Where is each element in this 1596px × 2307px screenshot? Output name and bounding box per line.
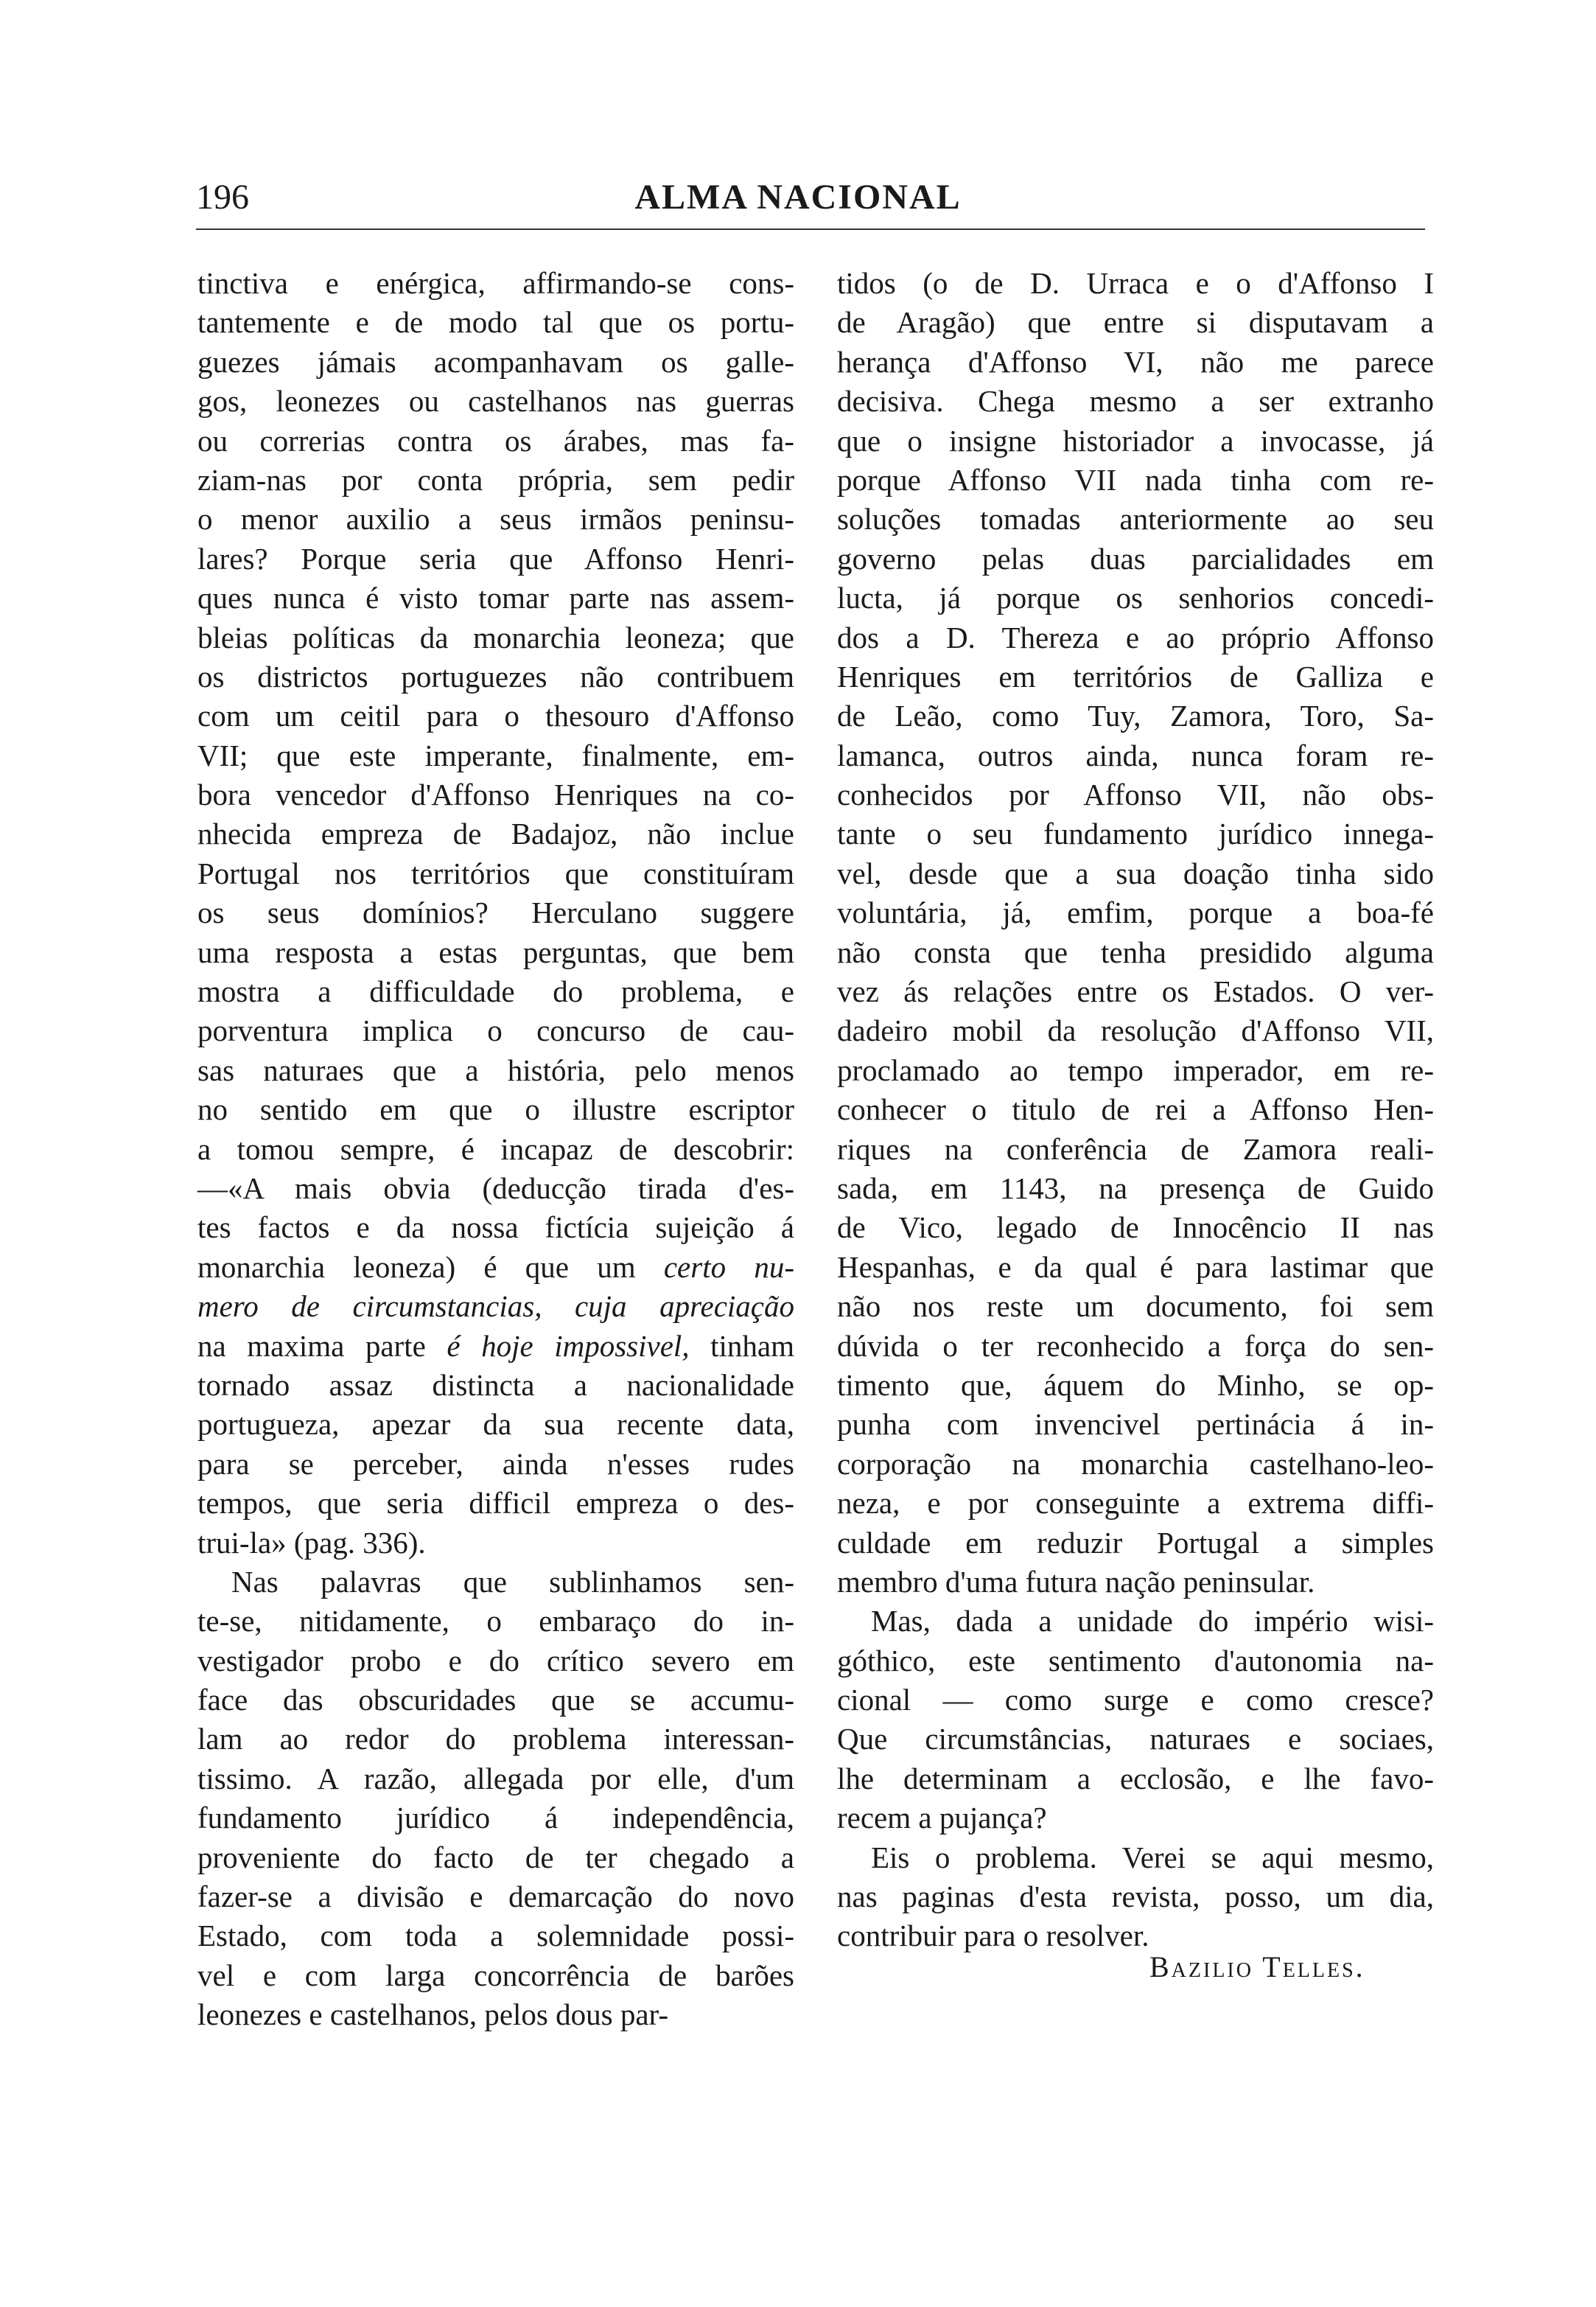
left-column-line: no sentido em que o illustre escriptor	[197, 1092, 794, 1127]
right-column-line: Que circumstâncias, naturaes e sociaes,	[837, 1722, 1434, 1756]
right-column-line: neza, e por conseguinte a extrema diffi-	[837, 1486, 1434, 1521]
left-column-line: trui-la» (pag. 336).	[197, 1525, 426, 1560]
right-column-line: sada, em 1143, na presença de Guido	[837, 1170, 1434, 1205]
left-column-line: ou correrias contra os árabes, mas fa-	[197, 423, 794, 458]
left-column-line: te-se, nitidamente, o embaraço do in-	[197, 1604, 794, 1638]
right-column-line: de Aragão) que entre si disputavam a	[837, 305, 1434, 340]
left-column-line: bleias políticas da monarchia leoneza; que	[197, 620, 794, 655]
right-column-line: conhecer o titulo de rei a Affonso Hen-	[837, 1092, 1434, 1127]
right-column-line: Mas, dada a unidade do império wisi-	[871, 1604, 1434, 1638]
left-column-line: lam ao redor do problema interessan-	[197, 1722, 794, 1756]
left-column-line: os districtos portuguezes não contribuem	[197, 659, 794, 694]
right-column-line: decisiva. Chega mesmo a ser extranho	[837, 384, 1434, 419]
left-column-line: VII; que este imperante, finalmente, em-	[197, 738, 794, 772]
right-column	[837, 264, 1434, 1956]
right-column-line: lhe determinam a ecclosão, e lhe favo-	[837, 1761, 1434, 1795]
right-column-line: Eis o problema. Verei se aqui mesmo,	[871, 1840, 1434, 1874]
right-column-line: tidos (o de D. Urraca e o d'Affonso I	[837, 266, 1434, 300]
left-column-line: tissimo. A razão, allegada por elle, d'um	[197, 1761, 794, 1795]
right-column-line: voluntária, já, emfim, porque a boa-fé	[837, 896, 1434, 930]
left-column-line: na maxima parte é hoje impossivel, tinham	[197, 1328, 794, 1363]
left-column-line: guezes jámais acompanhavam os galle-	[197, 344, 794, 379]
left-column-line: uma resposta a estas perguntas, que bem	[197, 935, 794, 969]
right-column-line: não consta que tenha presidido alguma	[837, 935, 1434, 969]
left-column-line: —«A mais obvia (deducção tirada d'es-	[197, 1170, 794, 1205]
right-column-line: corporação na monarchia castelhano-leo-	[837, 1446, 1434, 1481]
right-column-line: conhecidos por Affonso VII, não obs-	[837, 778, 1434, 812]
left-column-line: para se perceber, ainda n'esses rudes	[197, 1446, 794, 1481]
right-column-line: contribuir para o resolver.	[837, 1919, 1149, 1953]
left-column-line: ziam-nas por conta própria, sem pedir	[197, 462, 794, 497]
left-column-line: leonezes e castelhanos, pelos dous par-	[197, 1997, 669, 2032]
left-column-line: o menor auxilio a seus irmãos peninsu-	[197, 502, 794, 537]
right-column-line: dos a D. Thereza e ao próprio Affonso	[837, 620, 1434, 655]
right-column-line: Henriques em territórios de Galliza e	[837, 659, 1434, 694]
left-column-line: vestigador probo e do crítico severo em	[197, 1643, 794, 1678]
left-column-line: mostra a difficuldade do problema, e	[197, 974, 794, 1009]
left-column-line: portugueza, apezar da sua recente data,	[197, 1407, 794, 1442]
right-column-line: timento que, áquem do Minho, se op-	[837, 1367, 1434, 1402]
left-column-line: Estado, com toda a solemnidade possi-	[197, 1919, 794, 1953]
right-column-line: porque Affonso VII nada tinha com re-	[837, 462, 1434, 497]
left-column-line: tornado assaz distincta a nacionalidade	[197, 1367, 794, 1402]
left-column	[197, 264, 794, 2035]
left-column-line: fazer-se a divisão e demarcação do novo	[197, 1880, 794, 1914]
right-column-line: riques na conferência de Zamora reali-	[837, 1131, 1434, 1166]
right-column-line: que o insigne historiador a invocasse, já	[837, 423, 1434, 458]
right-column-line: nas paginas d'esta revista, posso, um dia,	[837, 1880, 1434, 1914]
header-rule	[196, 228, 1425, 230]
right-column-line: proclamado ao tempo imperador, em re-	[837, 1053, 1434, 1087]
page-number: 196	[196, 178, 249, 217]
left-column-line: gos, leonezes ou castelhanos nas guerras	[197, 384, 794, 419]
left-column-line: bora vencedor d'Affonso Henriques na co-	[197, 778, 794, 812]
right-column-line: tante o seu fundamento jurídico innega-	[837, 817, 1434, 851]
right-column-line: membro d'uma futura nação peninsular.	[837, 1564, 1315, 1599]
right-column-line: governo pelas duas parcialidades em	[837, 541, 1434, 576]
right-column-line: soluções tomadas anteriormente ao seu	[837, 502, 1434, 537]
left-column-line: Portugal nos territórios que constituíram	[197, 856, 794, 890]
right-column-line: lamanca, outros ainda, nunca foram re-	[837, 738, 1434, 772]
author-signature: Bazilio Telles.	[1149, 1950, 1365, 1983]
right-column-line: punha com invencivel pertinácia á in-	[837, 1407, 1434, 1442]
left-column-line: Nas palavras que sublinhamos sen-	[231, 1564, 794, 1599]
left-column-line: tantemente e de modo tal que os portu-	[197, 305, 794, 340]
left-column-line: ques nunca é visto tomar parte nas assem-	[197, 581, 794, 615]
right-column-line: de Vico, legado de Innocêncio II nas	[837, 1210, 1434, 1245]
left-column-line: monarchia leoneza) é que um certo nu-	[197, 1249, 794, 1284]
italic-emphasis: mero de circumstancias, cuja apreciação	[197, 1289, 794, 1324]
right-column-line: vez ás relações entre os Estados. O ver-	[837, 974, 1434, 1009]
right-column-line: vel, desde que a sua doação tinha sido	[837, 856, 1434, 890]
left-column-line: tes factos e da nossa fictícia sujeição á	[197, 1210, 794, 1245]
right-column-line: lucta, já porque os senhorios concedi-	[837, 581, 1434, 615]
italic-emphasis: é hoje impossivel,	[447, 1328, 690, 1363]
right-column-line: de Leão, como Tuy, Zamora, Toro, Sa-	[837, 699, 1434, 733]
left-column-line: com um ceitil para o thesouro d'Affonso	[197, 699, 794, 733]
right-column-line: herança d'Affonso VI, não me parece	[837, 344, 1434, 379]
right-column-line: Hespanhas, e da qual é para lastimar que	[837, 1249, 1434, 1284]
left-column-line: proveniente do facto de ter chegado a	[197, 1840, 794, 1874]
left-column-line: os seus domínios? Herculano suggere	[197, 896, 794, 930]
left-column-line: a tomou sempre, é incapaz de descobrir:	[197, 1131, 794, 1166]
right-column-line: góthico, este sentimento d'autonomia na-	[837, 1643, 1434, 1678]
running-title: ALMA NACIONAL	[634, 178, 962, 217]
left-column-line: tempos, que seria difficil empreza o des-	[197, 1486, 794, 1521]
right-column-line: recem a pujança?	[837, 1801, 1047, 1835]
left-column-line: face das obscuridades que se accumu-	[197, 1683, 794, 1717]
right-column-line: dadeiro mobil da resolução d'Affonso VII,	[837, 1013, 1434, 1048]
right-column-line: não nos reste um documento, foi sem	[837, 1289, 1434, 1324]
left-column-line	[197, 1287, 794, 1326]
right-column-line: dúvida o ter reconhecido a força do sen-	[837, 1328, 1434, 1363]
right-column-line: cional — como surge e como cresce?	[837, 1683, 1434, 1717]
left-column-line: fundamento jurídico á independência,	[197, 1801, 794, 1835]
left-column-line: lares? Porque seria que Affonso Henri-	[197, 541, 794, 576]
italic-emphasis: certo nu-	[663, 1249, 794, 1284]
right-column-line: culdade em reduzir Portugal a simples	[837, 1525, 1434, 1560]
left-column-line: sas naturaes que a história, pelo menos	[197, 1053, 794, 1087]
left-column-line: tinctiva e enérgica, affirmando-se cons-	[197, 266, 794, 300]
left-column-line: nhecida empreza de Badajoz, não inclue	[197, 817, 794, 851]
left-column-line: vel e com larga concorrência de barões	[197, 1958, 794, 1992]
left-column-line: porventura implica o concurso de cau-	[197, 1013, 794, 1048]
